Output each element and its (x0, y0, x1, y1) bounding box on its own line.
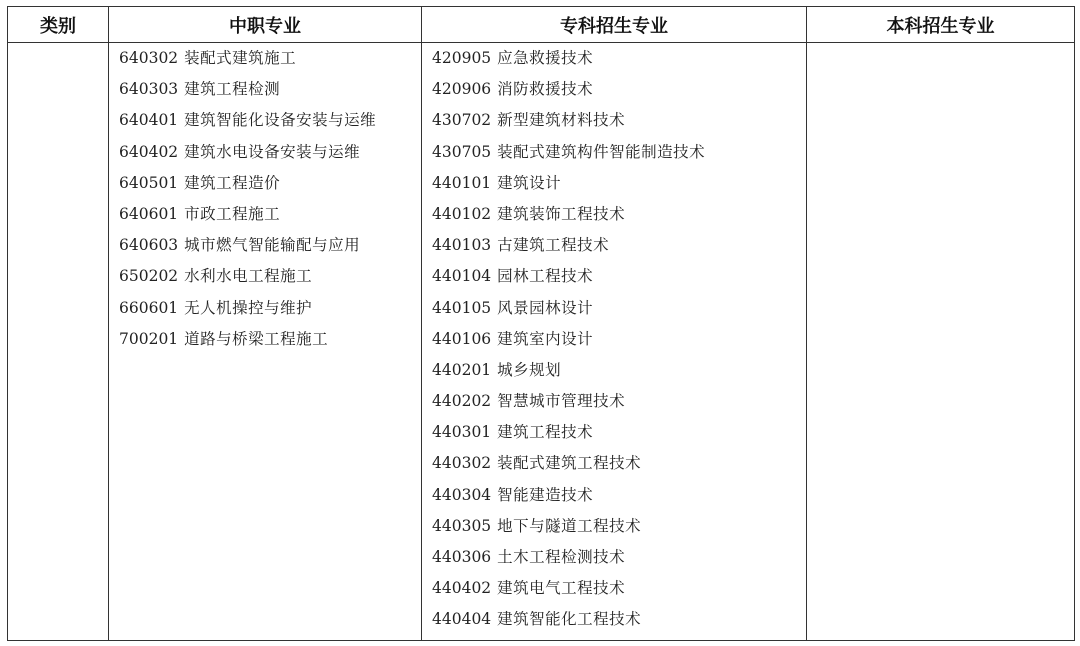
list-item (432, 359, 806, 390)
undergraduate-major-cell (807, 43, 1075, 641)
major-name: 无人机操控与维护 (184, 298, 313, 317)
major-name: 土木工程检测技术 (497, 548, 626, 566)
list-item (119, 234, 421, 265)
list-item (432, 203, 806, 234)
major-code: 440201 (432, 360, 492, 379)
major-name: 地下与隧道工程技术 (497, 516, 642, 535)
list-item (432, 421, 806, 452)
major-code: 440304 (432, 485, 492, 504)
list-item (432, 546, 806, 577)
major-code: 440102 (432, 204, 492, 223)
junior-college-major-cell (422, 43, 807, 641)
list-item (432, 297, 806, 328)
header-row (8, 7, 1075, 43)
category-cell (8, 43, 109, 641)
header-junior-college-major: 专科招生专业 (422, 7, 807, 43)
major-code: 650202 (119, 267, 179, 286)
major-name: 新型建筑材料技术 (497, 111, 626, 130)
major-code: 640402 (119, 142, 179, 161)
major-name: 古建筑工程技术 (497, 236, 610, 255)
major-name: 水利水电工程施工 (184, 267, 313, 286)
major-code: 640601 (119, 204, 179, 223)
major-code: 440305 (432, 516, 492, 535)
major-code: 640302 (119, 49, 179, 67)
table-row (8, 43, 1075, 641)
major-code: 430702 (432, 111, 492, 130)
major-code: 440103 (432, 236, 492, 255)
list-item (432, 484, 806, 515)
list-item (119, 328, 421, 359)
list-item (432, 265, 806, 296)
undergraduate-major-list (807, 43, 1074, 47)
major-code: 420906 (432, 80, 492, 99)
major-name: 智能建造技术 (497, 485, 594, 504)
major-code: 440402 (432, 579, 492, 598)
major-code: 440306 (432, 548, 492, 566)
major-code: 430705 (432, 142, 492, 161)
major-name: 装配式建筑构件智能制造技术 (497, 142, 706, 161)
major-code: 660601 (119, 298, 179, 317)
major-code: 420905 (432, 49, 492, 67)
secondary-major-list (109, 43, 421, 359)
major-name: 建筑电气工程技术 (497, 579, 626, 598)
major-name: 建筑工程检测 (184, 80, 281, 99)
list-item (432, 172, 806, 203)
header-secondary-major: 中职专业 (109, 7, 422, 43)
major-name: 市政工程施工 (184, 204, 281, 223)
major-code: 440302 (432, 454, 492, 473)
list-item (432, 109, 806, 140)
major-name: 建筑工程技术 (497, 423, 594, 442)
major-name: 城市燃气智能输配与应用 (184, 236, 361, 255)
major-name: 建筑工程造价 (184, 173, 281, 192)
junior-college-major-list (422, 43, 806, 640)
list-item (432, 608, 806, 639)
list-item (119, 78, 421, 109)
major-code: 640303 (119, 80, 179, 99)
list-item (119, 109, 421, 140)
major-table (7, 6, 1075, 641)
major-code: 440202 (432, 392, 492, 411)
header-undergraduate-major: 本科招生专业 (807, 7, 1075, 43)
major-name: 消防救援技术 (497, 80, 594, 99)
list-item (432, 452, 806, 483)
major-name: 建筑室内设计 (497, 329, 594, 348)
major-code: 700201 (119, 329, 179, 348)
major-name: 应急救援技术 (497, 49, 594, 67)
list-item (432, 515, 806, 546)
list-item (119, 265, 421, 296)
major-name: 建筑智能化设备安装与运维 (184, 111, 377, 130)
major-code: 440106 (432, 329, 492, 348)
list-item (432, 47, 806, 78)
secondary-major-cell (109, 43, 422, 641)
list-item (432, 577, 806, 608)
list-item (432, 141, 806, 172)
list-item (432, 390, 806, 421)
major-name: 建筑装饰工程技术 (497, 204, 626, 223)
list-item (119, 297, 421, 328)
list-item (432, 234, 806, 265)
major-name: 建筑智能化工程技术 (497, 610, 642, 629)
major-name: 园林工程技术 (497, 267, 594, 286)
major-name: 智慧城市管理技术 (497, 392, 626, 411)
major-name: 道路与桥梁工程施工 (184, 329, 329, 348)
list-item (119, 203, 421, 234)
major-name: 装配式建筑工程技术 (497, 454, 642, 473)
list-item (119, 141, 421, 172)
major-name: 城乡规划 (497, 360, 562, 379)
major-code: 440404 (432, 610, 492, 629)
major-name: 建筑水电设备安装与运维 (184, 142, 361, 161)
major-code: 440301 (432, 423, 492, 442)
major-name: 装配式建筑施工 (184, 49, 297, 67)
major-name: 建筑设计 (497, 173, 562, 192)
major-code: 640401 (119, 111, 179, 130)
major-code: 640501 (119, 173, 179, 192)
list-item (119, 47, 421, 78)
major-name: 风景园林设计 (497, 298, 594, 317)
list-item (432, 328, 806, 359)
list-item (119, 172, 421, 203)
major-code: 440105 (432, 298, 492, 317)
header-category: 类别 (8, 7, 109, 43)
major-code: 440101 (432, 173, 492, 192)
major-code: 440104 (432, 267, 492, 286)
list-item (432, 78, 806, 109)
major-code: 640603 (119, 236, 179, 255)
